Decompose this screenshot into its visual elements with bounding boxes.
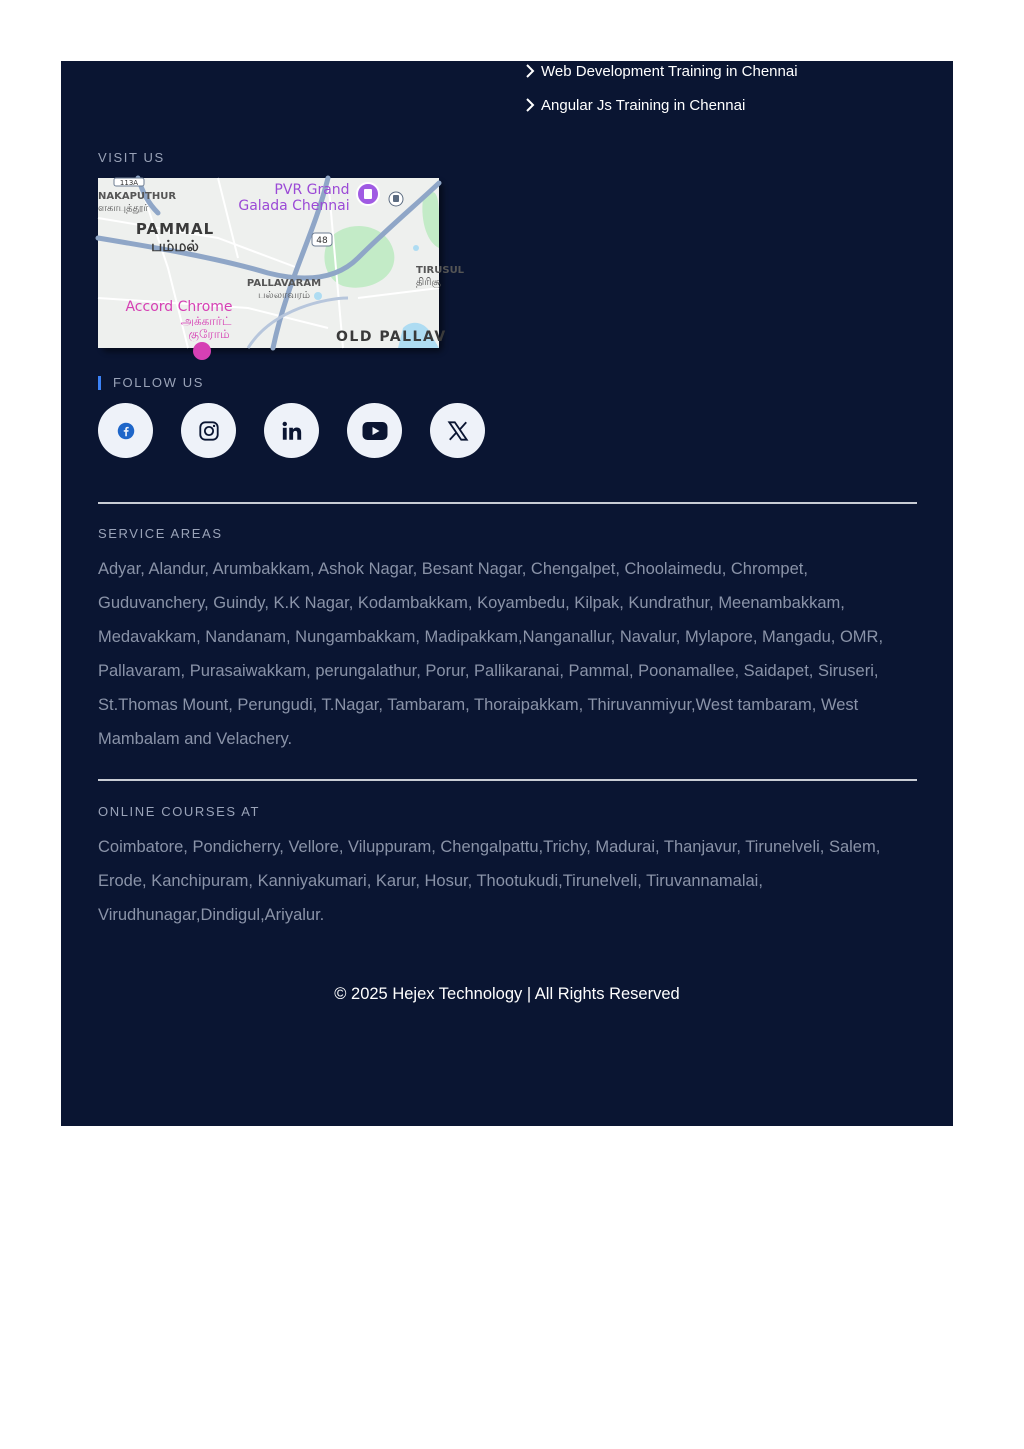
highway-badge: 48 — [316, 236, 328, 246]
course-link-label: Angular Js Training in Chennai — [541, 96, 746, 114]
service-areas-heading: SERVICE AREAS — [98, 526, 223, 541]
map-label: திரிசூ — [416, 277, 441, 288]
course-link-web-development[interactable] — [525, 61, 798, 81]
youtube-button[interactable] — [347, 403, 402, 458]
map-place-label: Accord Chrome — [125, 299, 233, 315]
instagram-icon — [198, 420, 220, 442]
instagram-button[interactable] — [181, 403, 236, 458]
follow-us-heading: FOLLOW US — [98, 376, 204, 390]
map-label: ளகாபுத்தூர் — [98, 203, 149, 214]
course-links — [525, 61, 798, 115]
online-courses-heading: ONLINE COURSES AT — [98, 804, 261, 819]
social-links — [98, 403, 485, 458]
online-courses-list: Coimbatore, Pondicherry, Vellore, Viluppuram, Chengalpattu,Trichy, Madurai, Thanjavur, Tirunelveli, Salem, Erode, Kanchipuram, Kanniyakumari, Karur, Hosur, Thootukudi,Tirunelveli, Tiruvannamalai, Virudhunagar,Dindigul,Ariyalur. — [98, 838, 881, 924]
x-button[interactable] — [430, 403, 485, 458]
site-footer — [61, 61, 953, 1126]
map-label: பல்லாவரம் — [257, 290, 311, 301]
section-divider — [98, 502, 917, 504]
visit-us-heading: VISIT US — [98, 150, 165, 165]
youtube-icon — [362, 421, 388, 441]
x-icon — [447, 420, 469, 442]
linkedin-icon — [281, 420, 303, 442]
map-place-label: Galada Chennai — [238, 198, 350, 214]
map-label: PAMMAL — [135, 220, 215, 238]
map-label: TIRUSUL — [416, 265, 465, 276]
course-link-label: Web Development Training in Chennai — [541, 62, 798, 80]
service-areas-list: Adyar, Alandur, Arumbakkam, Ashok Nagar, Besant Nagar, Chengalpet, Choolaimedu, Chrompet, Guduvanchery, Guindy, K.K Nagar, Kodambakkam, Koyambedu, Kilpak, Kundrathur, Meenambakkam, Medavakkam, Nandanam, Nungambakkam, Madipakkam,Nanganallur, Navalur, Mylapore, Mangadu, OMR, Pallavaram, Purasaiwakkam, perungalathur, Porur, Pallikaranai, Pammal, Poonamallee, Saidapet, Siruseri, St.Thomas Mount, Perungudi, T.Nagar, Tambaram, Thoraipakkam, Thiruvanmiyur,West tambaram, West Mambalam and Velachery. — [98, 560, 884, 748]
map-label: OLD PALLAV — [336, 329, 447, 345]
map-label: PALLAVARAM — [246, 278, 322, 289]
section-divider — [98, 779, 917, 781]
facebook-button[interactable] — [98, 403, 153, 458]
svg-text:குரோம்: குரோம் — [188, 327, 230, 341]
linkedin-button[interactable] — [264, 403, 319, 458]
svg-text:113A: 113A — [119, 179, 139, 187]
transit-icon — [393, 195, 399, 202]
chevron-right-icon — [525, 98, 535, 112]
map-pin-icon[interactable] — [193, 342, 211, 360]
chevron-right-icon — [525, 64, 535, 78]
facebook-icon — [117, 422, 135, 440]
map-label: பம்மல் — [151, 237, 199, 255]
map-place-label: PVR Grand — [274, 182, 350, 198]
course-link-angular-js[interactable] — [525, 95, 798, 115]
svg-text:அக்கார்ட்: அக்கார்ட் — [180, 314, 232, 328]
copyright-text: © 2025 Hejex Technology | All Rights Reserved — [334, 985, 680, 1003]
map-label: NAKAPUTHUR — [98, 191, 177, 202]
location-map[interactable] — [98, 178, 465, 348]
